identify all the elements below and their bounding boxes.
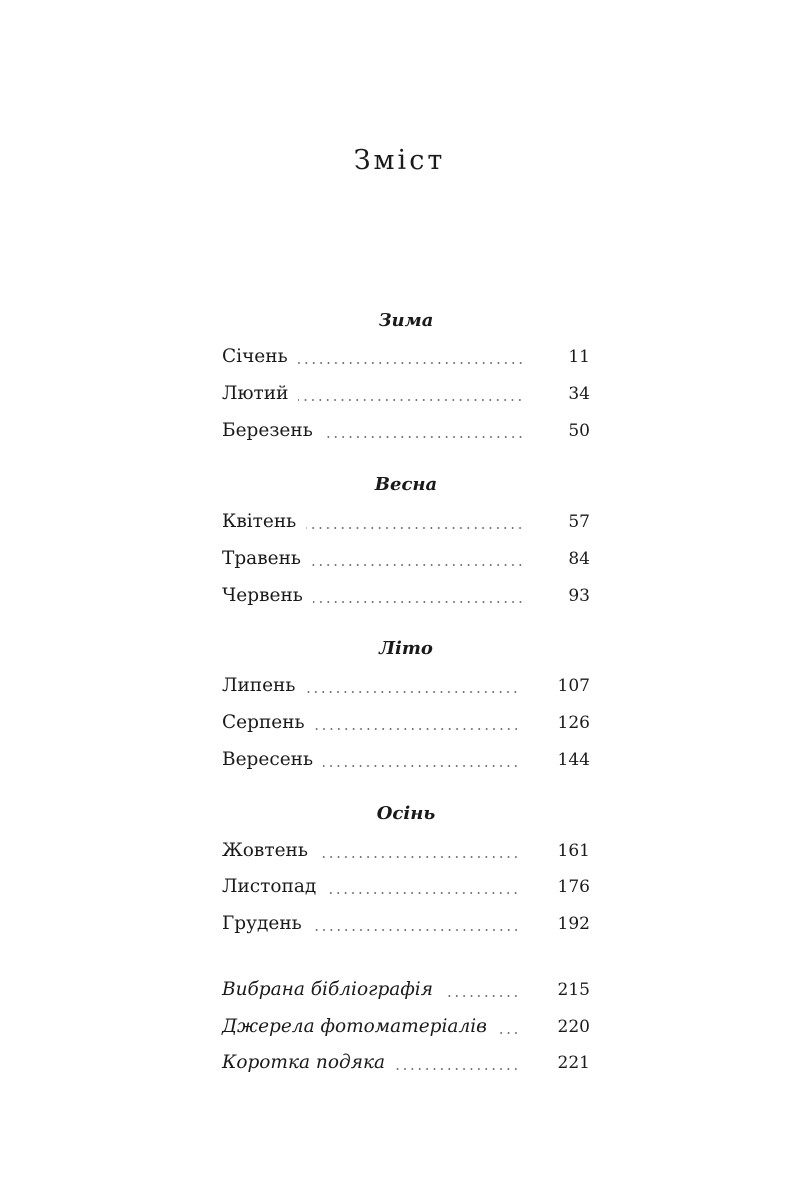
dot-leader (305, 691, 519, 693)
toc-entry-page: 220 (557, 1017, 590, 1037)
toc-entry-label: Коротка подяка (222, 1052, 386, 1073)
toc-entry-label: Вересень (222, 749, 314, 770)
toc-entry-label: Березень (222, 420, 313, 441)
dot-leader (311, 564, 524, 566)
toc-entry-page: 84 (568, 549, 590, 569)
toc-entry-page: 93 (568, 586, 590, 606)
toc-entry-page: 34 (568, 384, 590, 404)
toc-entry-page: 107 (557, 676, 590, 696)
toc-entry[interactable] (222, 383, 590, 407)
toc-entry-label: Листопад (222, 876, 317, 897)
toc-entry-label: Лютий (222, 383, 289, 404)
section-heading-winter: Зима (378, 310, 434, 331)
dot-leader (326, 892, 519, 894)
toc-entry-page: 57 (568, 512, 590, 532)
toc-entry-page: 11 (568, 347, 590, 367)
section-heading-spring: Весна (374, 474, 438, 495)
toc-entry-page: 176 (557, 877, 590, 897)
toc-entry-bibliography[interactable] (222, 979, 590, 1003)
toc-entry[interactable] (222, 675, 590, 699)
dot-leader (323, 765, 520, 767)
toc-entry-page: 50 (568, 421, 590, 441)
toc-entry[interactable] (222, 913, 590, 937)
dot-leader (306, 527, 524, 529)
toc-entry-label: Жовтень (222, 840, 308, 861)
toc-entry-label: Серпень (222, 712, 305, 733)
dot-leader (298, 362, 524, 364)
toc-entry[interactable] (222, 749, 590, 773)
toc-entry[interactable] (222, 712, 590, 736)
dot-leader (323, 436, 524, 438)
page-title: Зміст (353, 145, 446, 176)
toc-entry[interactable] (222, 548, 590, 572)
toc-entry-label: Грудень (222, 913, 302, 934)
toc-entry-page: 215 (557, 980, 590, 1000)
toc-entry-page: 126 (557, 713, 590, 733)
dot-leader (395, 1068, 520, 1070)
dot-leader (315, 728, 520, 730)
dot-leader (443, 995, 520, 997)
toc-entry-page: 144 (557, 750, 590, 770)
toc-entry-label: Квітень (222, 511, 297, 532)
toc-entry-page: 192 (557, 914, 590, 934)
toc-entry-photo-sources[interactable] (222, 1016, 590, 1040)
toc-entry[interactable] (222, 511, 590, 535)
dot-leader (313, 601, 524, 603)
dot-leader (312, 929, 520, 931)
toc-entry[interactable] (222, 420, 590, 444)
toc-entry[interactable] (222, 346, 590, 370)
toc-entry-label: Січень (222, 346, 288, 367)
toc-entry-page: 161 (557, 841, 590, 861)
section-heading-autumn: Осінь (376, 803, 436, 824)
toc-entry-label: Вибрана бібліографія (222, 979, 433, 1000)
toc-entry-label: Липень (222, 675, 296, 696)
dot-leader (298, 399, 524, 401)
toc-entry[interactable] (222, 840, 590, 864)
section-heading-summer: Літо (379, 638, 433, 659)
toc-entry-label: Червень (222, 585, 303, 606)
toc-entry-acknowledgements[interactable] (222, 1052, 590, 1076)
toc-entry[interactable] (222, 876, 590, 900)
dot-leader (497, 1032, 520, 1034)
dot-leader (318, 856, 520, 858)
toc-entry-label: Травень (222, 548, 301, 569)
toc-entry-label: Джерела фотоматеріалів (222, 1016, 487, 1037)
toc-entry[interactable] (222, 585, 590, 609)
toc-entry-page: 221 (557, 1053, 590, 1073)
